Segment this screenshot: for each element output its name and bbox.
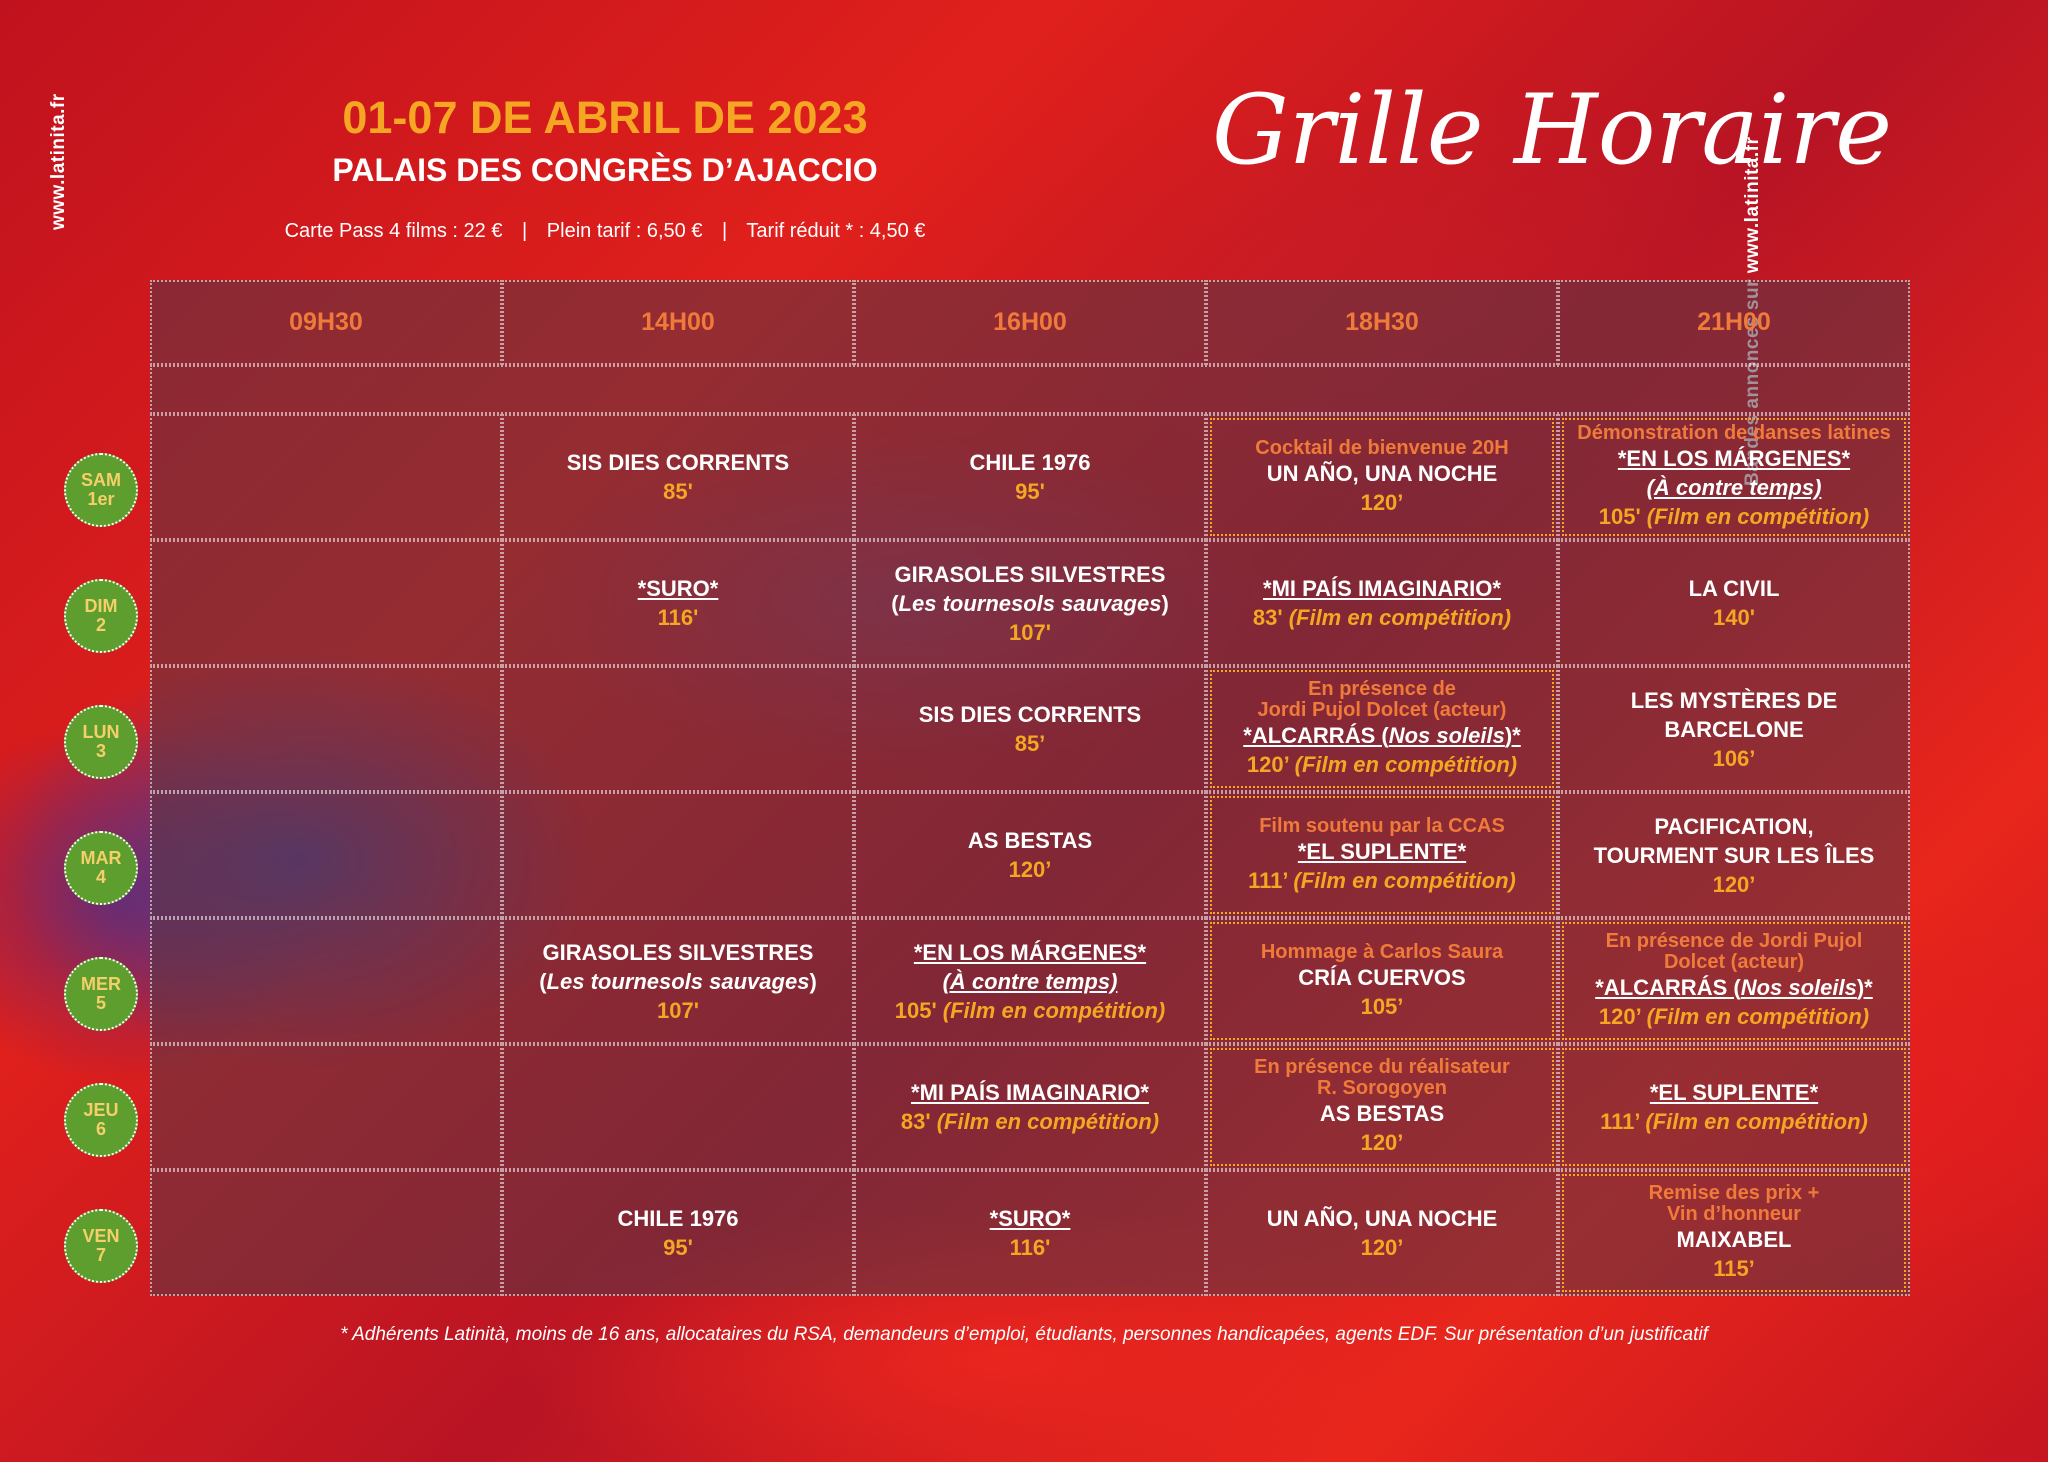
time-label: 14H00 — [641, 308, 715, 336]
event-note: En présence du réalisateur — [1254, 1056, 1510, 1078]
day-number: 1er — [87, 489, 115, 509]
film-title-end: )* — [1856, 975, 1873, 1000]
film-title: CRÍA CUERVOS — [1298, 964, 1466, 990]
film-duration: 120’ — [1360, 489, 1404, 515]
screening-cell — [1206, 1170, 1558, 1296]
film-title-end: )* — [1504, 723, 1521, 748]
screening-cell-event — [1558, 414, 1910, 540]
film-subtitle: (À contre temps) — [1646, 475, 1822, 500]
film-title: TOURMENT SUR LES ÎLES — [1593, 842, 1875, 868]
film-title: *ALCARRÁS ( — [1595, 975, 1741, 1000]
competition-label: (Film en compétition) — [1646, 504, 1870, 529]
film-duration: 120’ — [1360, 1130, 1404, 1155]
schedule-cell-empty — [150, 792, 502, 918]
spacer-row — [150, 365, 1910, 414]
film-duration: 107' — [1009, 619, 1051, 645]
screening-cell-event — [1558, 918, 1910, 1044]
competition-label: (Film en compétition) — [1293, 867, 1516, 893]
film-duration: 83' — [1252, 605, 1283, 630]
day-number: 7 — [95, 1245, 106, 1265]
film-title: *EL SUPLENTE* — [1297, 838, 1467, 864]
film-subtitle: (À contre temps) — [942, 968, 1118, 994]
screening-cell-event — [1206, 918, 1558, 1044]
schedule-cell-empty — [150, 666, 502, 792]
event-note: Cocktail de bienvenue 20H — [1255, 436, 1509, 459]
screening-cell — [854, 540, 1206, 666]
day-abbr: MER — [81, 974, 121, 994]
film-title: *EL SUPLENTE* — [1649, 1080, 1819, 1105]
film-subtitle: Nos soleils — [1388, 723, 1505, 748]
film-duration: 120’ — [1008, 857, 1052, 882]
schedule-cell-empty — [150, 414, 502, 540]
competition-label: (Film en compétition) — [1288, 605, 1512, 630]
event-note: Film soutenu par la CCAS — [1259, 814, 1505, 837]
time-label: 16H00 — [993, 308, 1067, 336]
time-header — [1558, 280, 1910, 365]
schedule-cell-empty — [502, 792, 854, 918]
film-duration-line — [895, 996, 1166, 1025]
film-duration: 116' — [657, 605, 699, 630]
event-note: Démonstration de danses latines — [1577, 422, 1891, 444]
film-title: LA CIVIL — [1688, 576, 1780, 601]
film-title: *SURO* — [989, 1206, 1071, 1231]
festival-venue: PALAIS DES CONGRÈS D’AJACCIO — [332, 152, 878, 188]
screening-cell — [1206, 540, 1558, 666]
time-header — [150, 280, 502, 365]
film-duration: 105’ — [1360, 993, 1404, 1019]
film-duration: 85' — [663, 479, 693, 504]
separator: | — [722, 220, 728, 242]
film-duration: 115’ — [1713, 1256, 1755, 1281]
screening-cell-event — [1558, 1044, 1910, 1170]
event-note: Vin d’honneur — [1666, 1203, 1802, 1225]
film-duration-line — [1599, 502, 1870, 531]
film-duration: 95' — [663, 1235, 693, 1260]
competition-label: (Film en compétition) — [1646, 1004, 1870, 1029]
film-title: GIRASOLES SILVESTRES — [542, 939, 814, 965]
footnote: * Adhérents Latinità, moins de 16 ans, allocataires du RSA, demandeurs d’emploi, étudiants, personnes handicapées, agents EDF. Sur présentation d’un justificatif — [340, 1324, 1708, 1345]
schedule-cell-empty — [150, 1170, 502, 1296]
day-abbr: DIM — [84, 596, 118, 616]
competition-label: (Film en compétition) — [942, 997, 1166, 1023]
screening-cell — [502, 540, 854, 666]
time-header — [502, 280, 854, 365]
film-duration: 111’ — [1248, 867, 1288, 893]
day-badge-lun — [64, 705, 138, 779]
day-abbr: SAM — [81, 470, 121, 490]
day-number: 6 — [95, 1119, 106, 1139]
film-title: UN AÑO, UNA NOCHE — [1266, 1206, 1498, 1231]
screening-cell-event — [1206, 1044, 1558, 1170]
day-badge-mar — [64, 831, 138, 905]
schedule-cell-empty — [502, 1044, 854, 1170]
schedule-cell-empty — [502, 666, 854, 792]
film-title: *EN LOS MÁRGENES* — [1617, 446, 1851, 471]
event-note: En présence de Jordi Pujol — [1605, 930, 1863, 952]
competition-label: (Film en compétition) — [936, 1109, 1160, 1134]
screening-cell-event — [1206, 792, 1558, 918]
price-line — [0, 220, 1210, 243]
film-duration: 105' — [1598, 504, 1641, 529]
screening-cell — [502, 1170, 854, 1296]
time-header — [1206, 280, 1558, 365]
screening-cell — [854, 666, 1206, 792]
festival-dates: 01-07 DE ABRIL DE 2023 — [342, 92, 868, 143]
film-title: *MI PAÍS IMAGINARIO* — [1263, 576, 1501, 601]
event-note: R. Sorogoyen — [1316, 1077, 1447, 1099]
event-note: En présence de — [1308, 678, 1456, 700]
film-duration: 107' — [657, 997, 699, 1023]
day-badge-dim — [64, 579, 138, 653]
film-duration: 140' — [1713, 605, 1755, 630]
film-title: AS BESTAS — [1319, 1101, 1445, 1126]
event-note: Dolcet (acteur) — [1663, 951, 1805, 973]
film-title: SIS DIES CORRENTS — [918, 702, 1142, 727]
film-title: CHILE 1976 — [969, 450, 1091, 475]
film-title: CHILE 1976 — [617, 1206, 739, 1231]
film-subtitle: Les tournesols sauvages — [546, 968, 810, 994]
screening-cell — [1558, 792, 1910, 918]
film-duration: 83' — [900, 1109, 931, 1134]
screening-cell — [1558, 540, 1910, 666]
film-subtitle: Nos soleils — [1740, 975, 1857, 1000]
film-title: UN AÑO, UNA NOCHE — [1266, 460, 1498, 486]
film-duration: 120’ — [1360, 1235, 1404, 1260]
film-duration-line — [901, 1107, 1159, 1136]
price-reduced: Tarif réduit * : 4,50 € — [746, 220, 926, 242]
film-title: *SURO* — [637, 576, 719, 601]
time-header — [854, 280, 1206, 365]
time-label: 18H30 — [1345, 308, 1419, 336]
film-duration: 120’ — [1246, 752, 1289, 777]
schedule-cell-empty — [150, 1044, 502, 1170]
event-note: Hommage à Carlos Saura — [1260, 940, 1504, 963]
schedule-grid — [150, 280, 1910, 1292]
film-title: PACIFICATION, — [1654, 813, 1814, 839]
film-subtitle-line: (Les tournesols sauvages) — [891, 590, 1169, 616]
screening-cell — [502, 414, 854, 540]
price-full: Plein tarif : 6,50 € — [546, 220, 703, 242]
film-duration: 120’ — [1598, 1004, 1641, 1029]
film-subtitle: Les tournesols sauvages — [898, 590, 1162, 616]
time-label: 21H00 — [1697, 308, 1771, 336]
competition-label: (Film en compétition) — [1645, 1109, 1868, 1134]
day-badge-mer — [64, 957, 138, 1031]
screening-cell — [854, 918, 1206, 1044]
film-duration-line — [1253, 603, 1511, 632]
film-subtitle-line: (Les tournesols sauvages) — [539, 968, 817, 994]
film-duration: 120’ — [1712, 871, 1756, 897]
film-title: *MI PAÍS IMAGINARIO* — [911, 1080, 1149, 1105]
film-duration-line — [1247, 750, 1517, 779]
website-vertical-left: www.latinita.fr — [48, 93, 69, 230]
film-title: LES MYSTÈRES DE — [1630, 687, 1838, 713]
film-duration: 85’ — [1014, 731, 1046, 756]
screening-cell — [854, 1044, 1206, 1170]
film-duration: 111’ — [1600, 1109, 1640, 1134]
film-title: SIS DIES CORRENTS — [566, 450, 790, 475]
day-number: 2 — [95, 615, 106, 635]
day-badge-ven — [64, 1209, 138, 1283]
day-number: 5 — [95, 993, 106, 1013]
film-title: *EN LOS MÁRGENES* — [913, 939, 1147, 965]
day-abbr: JEU — [83, 1100, 119, 1120]
day-badge-jeu — [64, 1083, 138, 1157]
film-title: MAIXABEL — [1676, 1227, 1792, 1252]
film-duration: 116' — [1009, 1235, 1051, 1260]
film-duration-line — [1600, 1107, 1868, 1136]
day-number: 4 — [95, 867, 106, 887]
day-abbr: MAR — [80, 848, 122, 868]
page-title: Grille Horaire — [1212, 74, 1893, 186]
day-badge-sam — [64, 453, 138, 527]
film-title: GIRASOLES SILVESTRES — [894, 561, 1166, 587]
film-title: *ALCARRÁS ( — [1243, 723, 1389, 748]
event-note: Remise des prix + — [1648, 1182, 1820, 1204]
day-abbr: LUN — [82, 722, 120, 742]
film-title: BARCELONE — [1664, 716, 1804, 742]
screening-cell-event — [1206, 666, 1558, 792]
film-title: AS BESTAS — [967, 828, 1093, 853]
separator: | — [522, 220, 528, 242]
film-duration-line — [1248, 866, 1516, 895]
schedule-cell-empty — [150, 540, 502, 666]
film-duration: 105' — [894, 997, 937, 1023]
competition-label: (Film en compétition) — [1294, 752, 1518, 777]
time-label: 09H30 — [289, 308, 363, 336]
day-abbr: VEN — [82, 1226, 120, 1246]
screening-cell-event — [1206, 414, 1558, 540]
price-pass: Carte Pass 4 films : 22 € — [284, 220, 503, 242]
screening-cell-event — [1558, 1170, 1910, 1296]
screening-cell — [854, 1170, 1206, 1296]
screening-cell — [1558, 666, 1910, 792]
screening-cell — [854, 792, 1206, 918]
schedule-cell-empty — [150, 918, 502, 1044]
film-title-line — [1243, 721, 1521, 750]
film-duration-line — [1599, 1002, 1869, 1031]
event-note: Jordi Pujol Dolcet (acteur) — [1257, 699, 1507, 721]
film-duration: 95' — [1015, 479, 1045, 504]
day-number: 3 — [95, 741, 106, 761]
film-title-line — [1595, 973, 1873, 1002]
screening-cell — [854, 414, 1206, 540]
screening-cell — [502, 918, 854, 1044]
film-duration: 106’ — [1712, 745, 1756, 771]
